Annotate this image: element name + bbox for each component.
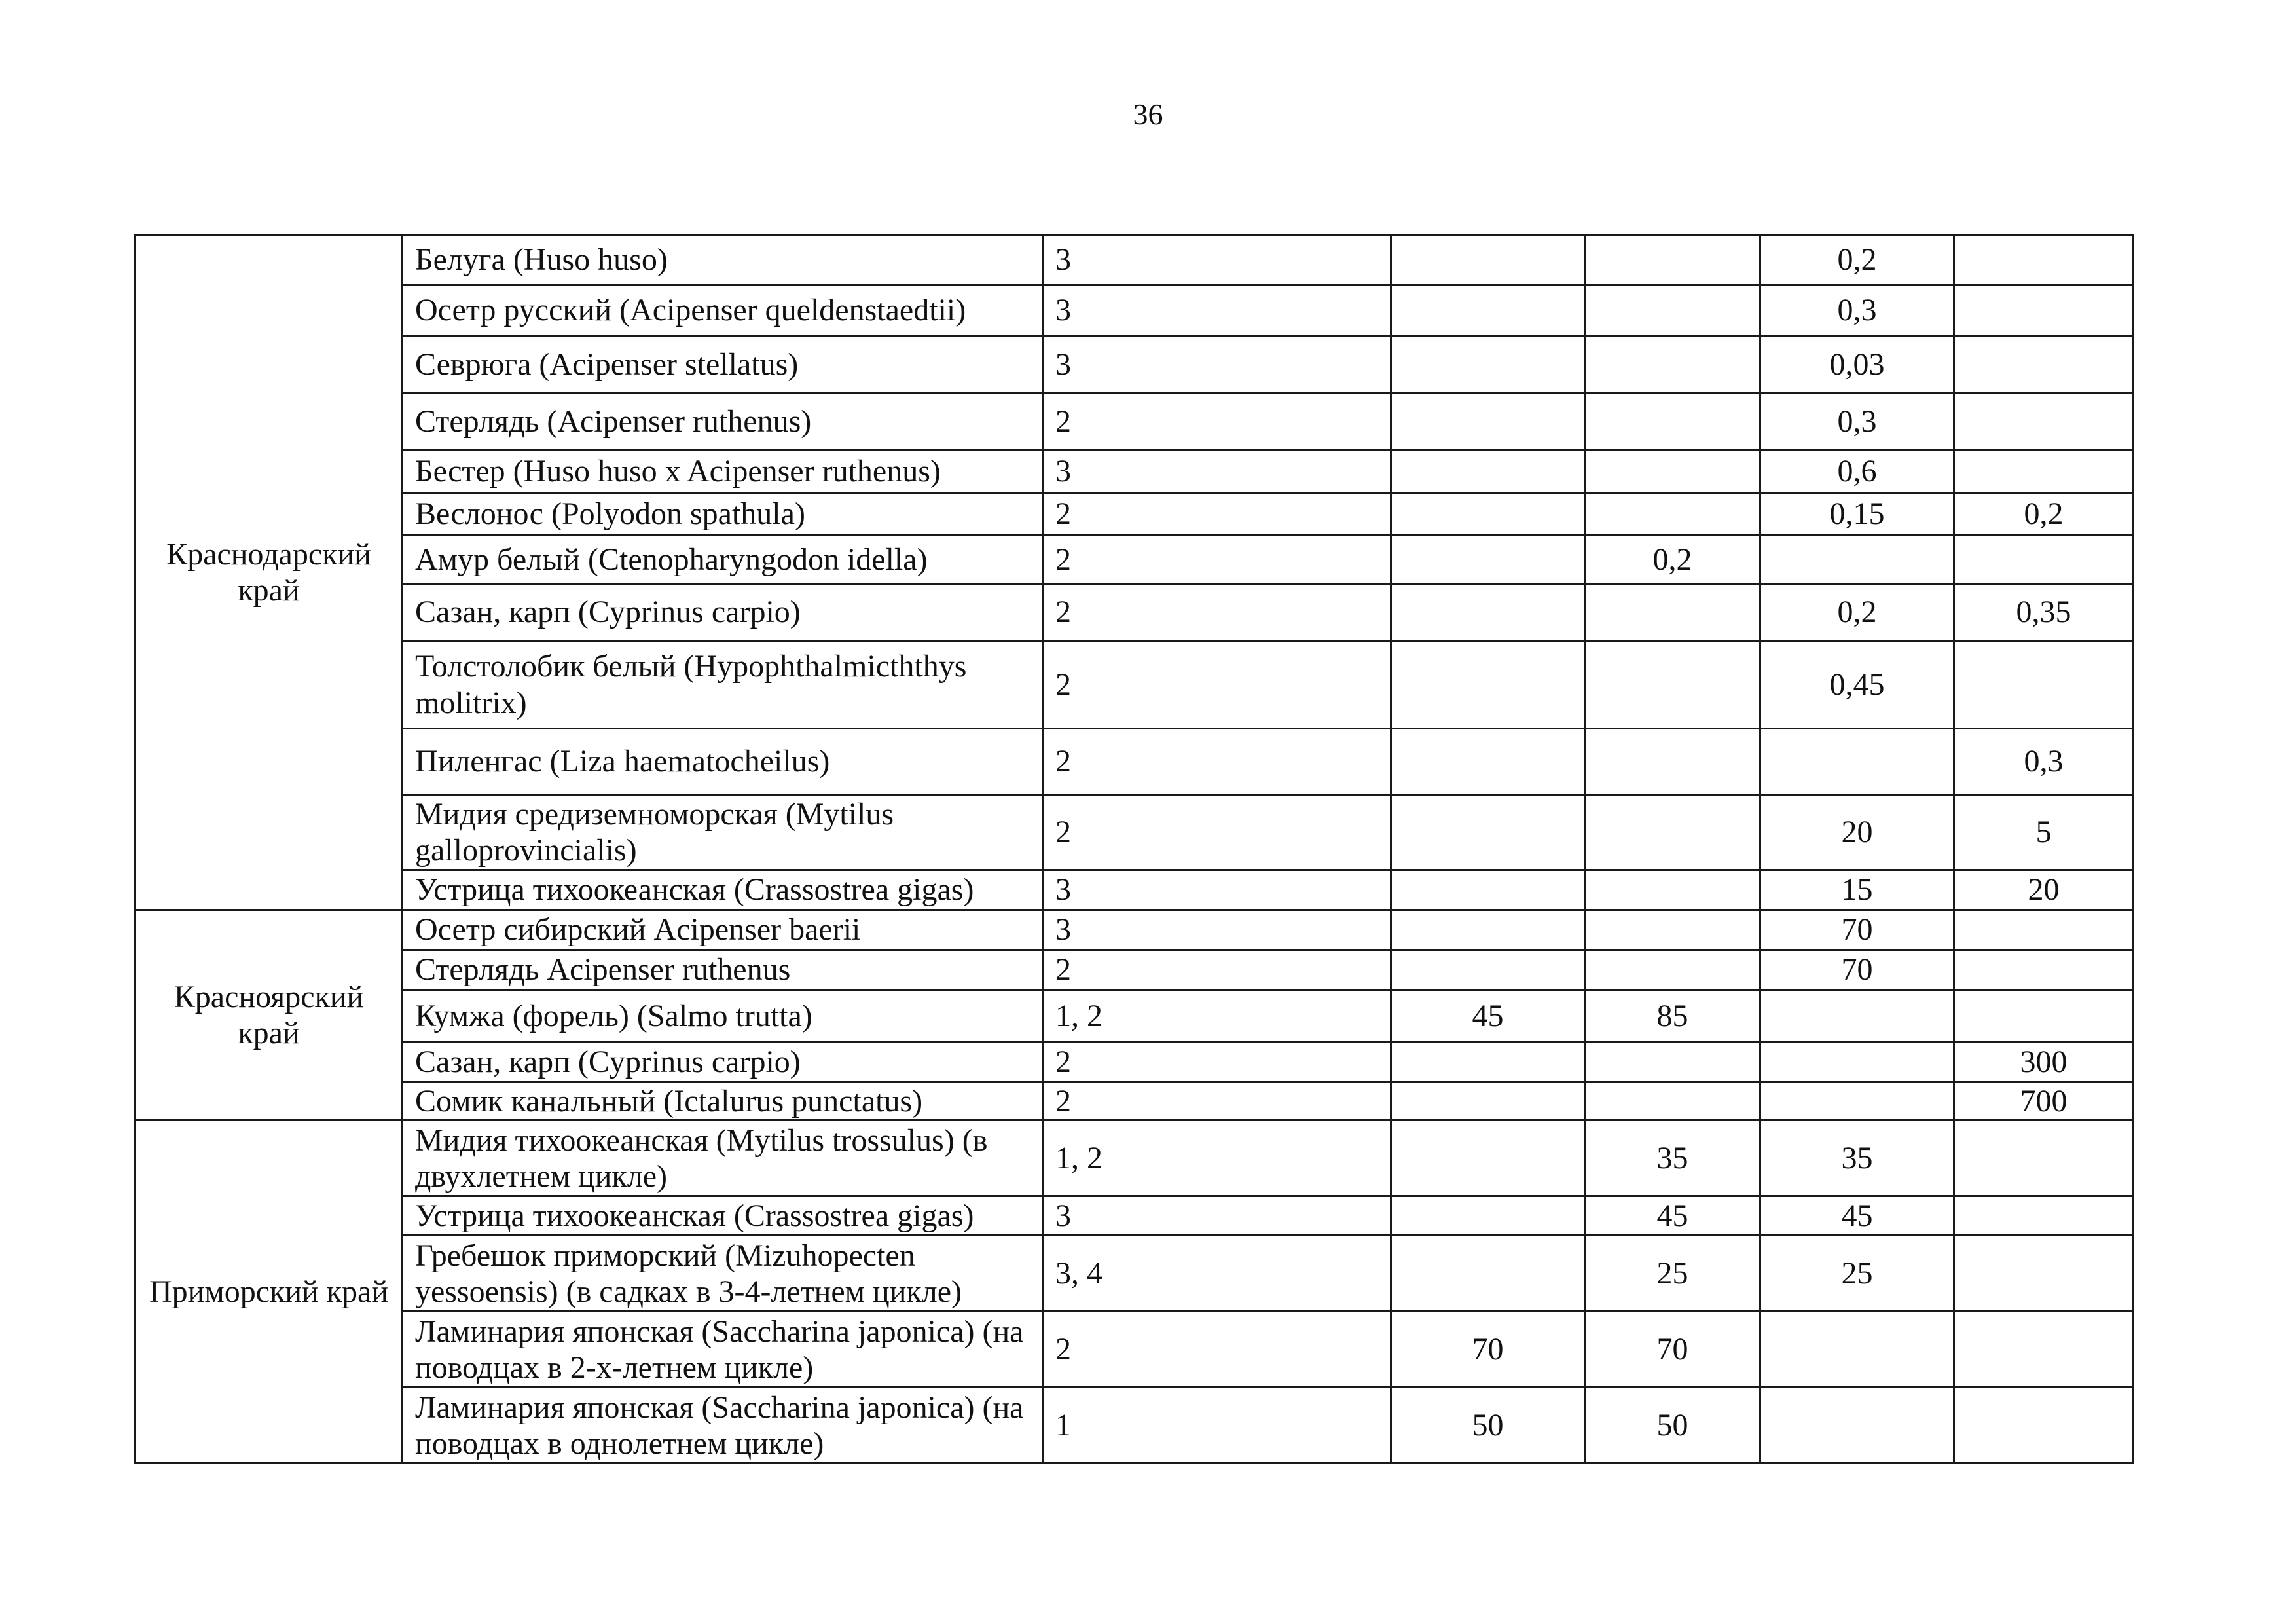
value-cell — [1954, 1196, 2134, 1236]
value-cell — [1954, 990, 2134, 1043]
value-cell — [1954, 451, 2134, 493]
value-cell: 0,3 — [1954, 729, 2134, 795]
species-cell: Амур белый (Ctenopharyngodon idella) — [403, 536, 1043, 584]
value-cell: 35 — [1760, 1120, 1954, 1196]
value-cell — [1760, 536, 1954, 584]
value-cell: 50 — [1585, 1388, 1760, 1464]
value-cell: 0,45 — [1760, 641, 1954, 729]
value-cell: 70 — [1760, 950, 1954, 990]
table-row — [136, 285, 2134, 337]
value-cell: 45 — [1585, 1196, 1760, 1236]
zone-cell: 3 — [1043, 337, 1391, 394]
value-cell: 0,2 — [1954, 493, 2134, 536]
value-cell — [1954, 1388, 2134, 1464]
zone-cell: 2 — [1043, 795, 1391, 870]
zone-cell: 3 — [1043, 451, 1391, 493]
zone-cell: 2 — [1043, 1312, 1391, 1388]
species-table — [134, 234, 2134, 1464]
region-cell: Приморский край — [136, 1120, 403, 1464]
species-cell: Сомик канальный (Ictalurus punctatus) — [403, 1082, 1043, 1120]
value-cell — [1954, 337, 2134, 394]
value-cell: 45 — [1760, 1196, 1954, 1236]
table-row — [136, 1388, 2134, 1464]
value-cell — [1585, 910, 1760, 950]
table-row — [136, 1043, 2134, 1082]
value-cell: 70 — [1391, 1312, 1585, 1388]
value-cell — [1954, 285, 2134, 337]
table-row — [136, 536, 2134, 584]
value-cell: 300 — [1954, 1043, 2134, 1082]
value-cell — [1391, 1196, 1585, 1236]
species-cell: Устрица тихоокеанская (Crassostrea gigas) — [403, 870, 1043, 910]
zone-cell: 3 — [1043, 285, 1391, 337]
value-cell: 0,2 — [1585, 536, 1760, 584]
table-row — [136, 1196, 2134, 1236]
species-cell: Бестер (Huso huso x Acipenser ruthenus) — [403, 451, 1043, 493]
value-cell: 0,3 — [1760, 394, 1954, 451]
zone-cell: 3 — [1043, 235, 1391, 285]
value-cell — [1391, 950, 1585, 990]
zone-cell: 2 — [1043, 950, 1391, 990]
value-cell: 20 — [1954, 870, 2134, 910]
species-cell: Мидия средиземноморская (Mytilus galloprovincialis) — [403, 795, 1043, 870]
table-row — [136, 394, 2134, 451]
zone-cell: 3 — [1043, 910, 1391, 950]
zone-cell: 2 — [1043, 493, 1391, 536]
value-cell — [1585, 285, 1760, 337]
value-cell: 85 — [1585, 990, 1760, 1043]
table-row — [136, 584, 2134, 641]
table-row — [136, 337, 2134, 394]
value-cell: 25 — [1585, 1236, 1760, 1312]
value-cell — [1585, 1082, 1760, 1120]
region-cell: Красноярский край — [136, 910, 403, 1120]
value-cell — [1585, 235, 1760, 285]
table-row — [136, 641, 2134, 729]
zone-cell: 1, 2 — [1043, 990, 1391, 1043]
table-row — [136, 910, 2134, 950]
zone-cell: 3 — [1043, 1196, 1391, 1236]
value-cell — [1760, 1388, 1954, 1464]
value-cell — [1391, 536, 1585, 584]
value-cell — [1585, 493, 1760, 536]
value-cell — [1760, 1312, 1954, 1388]
species-cell: Белуга (Huso huso) — [403, 235, 1043, 285]
species-cell: Кумжа (форель) (Salmo trutta) — [403, 990, 1043, 1043]
zone-cell: 2 — [1043, 536, 1391, 584]
value-cell — [1954, 235, 2134, 285]
value-cell: 45 — [1391, 990, 1585, 1043]
value-cell: 20 — [1760, 795, 1954, 870]
value-cell — [1585, 641, 1760, 729]
value-cell — [1760, 1043, 1954, 1082]
value-cell — [1391, 910, 1585, 950]
region-cell: Краснодарский край — [136, 235, 403, 910]
zone-cell: 1, 2 — [1043, 1120, 1391, 1196]
table-row — [136, 1120, 2134, 1196]
table-row — [136, 950, 2134, 990]
value-cell: 70 — [1760, 910, 1954, 950]
value-cell — [1760, 1082, 1954, 1120]
table-row — [136, 1082, 2134, 1120]
value-cell — [1954, 394, 2134, 451]
table-row — [136, 870, 2134, 910]
species-cell: Мидия тихоокеанская (Mytilus trossulus) (в двухлетнем цикле) — [403, 1120, 1043, 1196]
species-cell: Ламинария японская (Saccharina japonica) (на поводцах в однолетнем цикле) — [403, 1388, 1043, 1464]
table-row — [136, 795, 2134, 870]
value-cell: 0,6 — [1760, 451, 1954, 493]
species-cell: Стерлядь Acipenser ruthenus — [403, 950, 1043, 990]
table-row — [136, 235, 2134, 285]
zone-cell: 1 — [1043, 1388, 1391, 1464]
value-cell — [1391, 285, 1585, 337]
value-cell — [1391, 584, 1585, 641]
value-cell: 0,2 — [1760, 584, 1954, 641]
value-cell — [1585, 795, 1760, 870]
zone-cell: 2 — [1043, 1082, 1391, 1120]
value-cell — [1391, 1120, 1585, 1196]
table-row — [136, 1236, 2134, 1312]
value-cell — [1391, 451, 1585, 493]
value-cell — [1760, 729, 1954, 795]
value-cell: 0,03 — [1760, 337, 1954, 394]
value-cell: 25 — [1760, 1236, 1954, 1312]
species-cell: Сазан, карп (Cyprinus carpio) — [403, 584, 1043, 641]
table-row — [136, 729, 2134, 795]
value-cell — [1585, 451, 1760, 493]
value-cell — [1954, 641, 2134, 729]
value-cell — [1391, 641, 1585, 729]
value-cell — [1391, 1043, 1585, 1082]
value-cell: 0,35 — [1954, 584, 2134, 641]
species-cell: Осетр русский (Acipenser queldenstaedtii) — [403, 285, 1043, 337]
value-cell — [1391, 795, 1585, 870]
species-cell: Ламинария японская (Saccharina japonica) (на поводцах в 2-х-летнем цикле) — [403, 1312, 1043, 1388]
value-cell — [1954, 1120, 2134, 1196]
species-cell: Веслонос (Polyodon spathula) — [403, 493, 1043, 536]
zone-cell: 2 — [1043, 394, 1391, 451]
value-cell: 50 — [1391, 1388, 1585, 1464]
value-cell — [1391, 729, 1585, 795]
value-cell — [1585, 870, 1760, 910]
value-cell — [1954, 536, 2134, 584]
zone-cell: 2 — [1043, 729, 1391, 795]
table-row — [136, 451, 2134, 493]
species-cell: Пиленгас (Liza haematocheilus) — [403, 729, 1043, 795]
value-cell — [1585, 337, 1760, 394]
value-cell: 5 — [1954, 795, 2134, 870]
table-row — [136, 493, 2134, 536]
zone-cell: 3, 4 — [1043, 1236, 1391, 1312]
value-cell: 15 — [1760, 870, 1954, 910]
species-cell: Толстолобик белый (Hypophthalmicththys molitrix) — [403, 641, 1043, 729]
value-cell: 700 — [1954, 1082, 2134, 1120]
value-cell: 0,2 — [1760, 235, 1954, 285]
species-cell: Стерлядь (Acipenser ruthenus) — [403, 394, 1043, 451]
zone-cell: 2 — [1043, 584, 1391, 641]
species-cell: Гребешок приморский (Mizuhopecten yessoensis) (в садках в 3-4-летнем цикле) — [403, 1236, 1043, 1312]
value-cell — [1391, 394, 1585, 451]
value-cell — [1391, 493, 1585, 536]
species-cell: Севрюга (Acipenser stellatus) — [403, 337, 1043, 394]
page-number: 36 — [1133, 98, 1163, 131]
value-cell — [1954, 950, 2134, 990]
value-cell — [1585, 1043, 1760, 1082]
value-cell — [1585, 950, 1760, 990]
value-cell — [1954, 910, 2134, 950]
value-cell — [1585, 729, 1760, 795]
value-cell — [1391, 337, 1585, 394]
value-cell — [1954, 1312, 2134, 1388]
value-cell — [1954, 1236, 2134, 1312]
value-cell: 0,3 — [1760, 285, 1954, 337]
value-cell — [1760, 990, 1954, 1043]
species-cell: Устрица тихоокеанская (Crassostrea gigas) — [403, 1196, 1043, 1236]
table-row — [136, 990, 2134, 1043]
value-cell — [1585, 584, 1760, 641]
value-cell — [1391, 1236, 1585, 1312]
value-cell — [1391, 1082, 1585, 1120]
value-cell — [1391, 235, 1585, 285]
zone-cell: 2 — [1043, 1043, 1391, 1082]
value-cell — [1585, 394, 1760, 451]
zone-cell: 2 — [1043, 641, 1391, 729]
value-cell: 35 — [1585, 1120, 1760, 1196]
value-cell: 70 — [1585, 1312, 1760, 1388]
table-row — [136, 1312, 2134, 1388]
zone-cell: 3 — [1043, 870, 1391, 910]
species-cell: Осетр сибирский Acipenser baerii — [403, 910, 1043, 950]
value-cell — [1391, 870, 1585, 910]
value-cell: 0,15 — [1760, 493, 1954, 536]
species-cell: Сазан, карп (Cyprinus carpio) — [403, 1043, 1043, 1082]
